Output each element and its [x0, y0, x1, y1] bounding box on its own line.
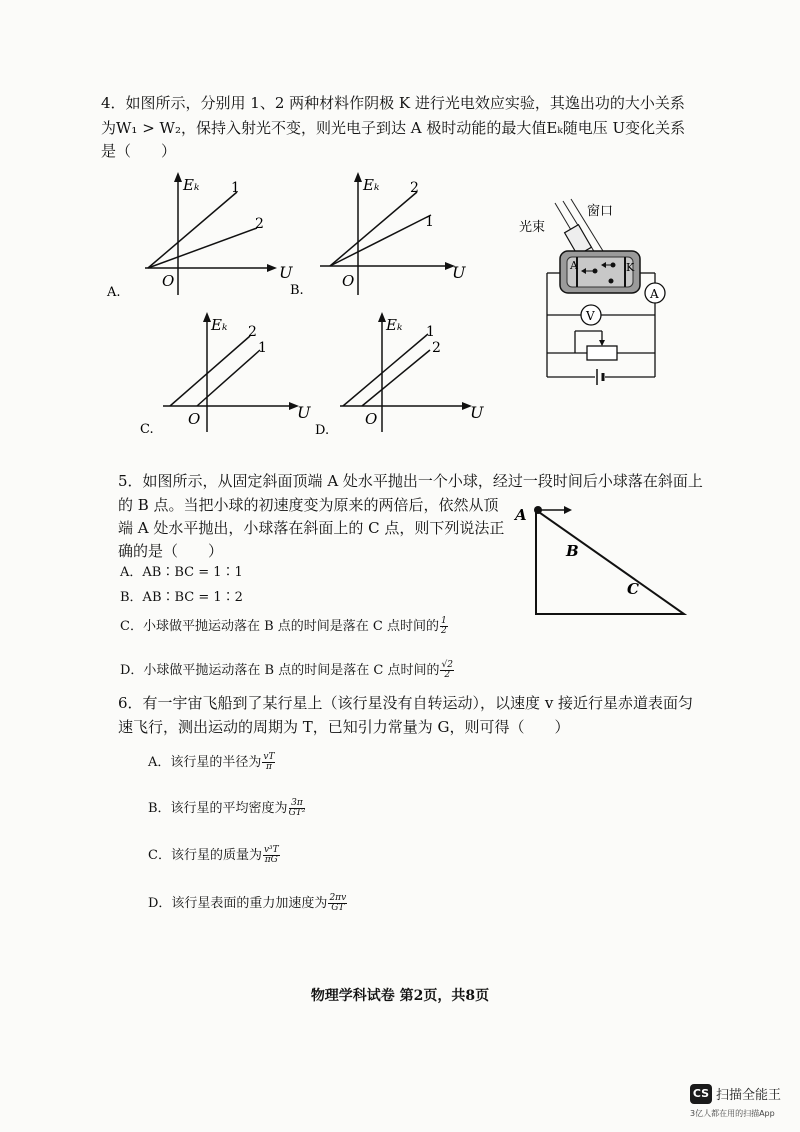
scanner-watermark: [688, 1082, 800, 1122]
q6-option-d-text: D．该行星表面的重力加速度为: [148, 896, 328, 911]
incline-figure: [510, 498, 690, 620]
graph-a-line1: [148, 192, 237, 268]
graph-a-origin: O: [162, 272, 175, 290]
q5-line2: 的 B 点。当把小球的初速度变为原来的两倍后，依然从顶: [118, 496, 499, 514]
q6-option-b-fraction: $\frac{3\pi}{\text{GT²}}$: [288, 798, 306, 818]
q5-option-d-text: D．小球做平抛运动落在 B 点的时间是落在 C 点时间的: [120, 663, 440, 678]
q6-option-c-text: C．该行星的质量为: [148, 848, 262, 863]
graph-b-letter: B.: [290, 283, 304, 298]
graph-c-line2: [170, 336, 250, 406]
q5-option-b: B．AB∶BC = 1∶2: [120, 590, 243, 605]
q6-option-d-fraction: $\frac{2\pi v}{GT}$: [329, 893, 347, 913]
graph-d: [310, 310, 500, 435]
scanner-tagline: 3亿人都在用的扫描App: [690, 1109, 775, 1118]
q5-line3: 端 A 处水平抛出，小球落在斜面上的 C 点，则下列说法正: [118, 519, 505, 537]
cs-logo-icon: CS: [690, 1084, 712, 1104]
q6-line2: 速飞行，测出运动的周期为 T，已知引力常量为 G，则可得（ ）: [118, 718, 570, 736]
graph-b-label2: 2: [410, 180, 419, 196]
graph-d-line2: [362, 350, 430, 406]
q5-option-c-fraction: $\frac{1}{2}$: [440, 616, 447, 636]
graph-b-label1: 1: [425, 214, 434, 230]
voltmeter-label: V: [586, 309, 595, 323]
graph-a-line2: [148, 228, 257, 268]
window-label: 窗口: [587, 204, 614, 219]
graph-d-xlabel: U: [470, 403, 484, 422]
scanner-app-name: 扫描全能王: [716, 1088, 782, 1103]
q6-option-c: [148, 845, 280, 867]
q4-line3: 是（ ）: [101, 142, 177, 160]
graph-d-label1: 1: [426, 324, 435, 340]
q5-option-c: [120, 616, 448, 638]
q6-option-b-text: B．该行星的平均密度为: [148, 801, 288, 816]
ammeter-label: A: [650, 287, 659, 301]
light-beam-label: 光束: [519, 220, 546, 235]
q5-option-a: A．AB∶BC = 1∶1: [120, 565, 243, 580]
q6-option-a-text: A．该行星的半径为: [148, 755, 262, 770]
graph-c-label2: 2: [248, 324, 257, 340]
graph-c-label1: 1: [258, 340, 267, 356]
q6-option-a-fraction: $\frac{vT}{\pi}$: [263, 752, 275, 772]
q6-line1: 6．有一宇宙飞船到了某行星上（该行星没有自转运动），以速度 v 接近行星赤道表面匀: [118, 694, 694, 712]
graph-d-ylabel: Eₖ: [386, 316, 403, 334]
graph-d-letter: D.: [315, 423, 330, 435]
photoelectric-apparatus: [515, 195, 680, 385]
graph-c: [135, 310, 325, 435]
graph-c-letter: C.: [140, 422, 154, 435]
graph-b-ylabel: Eₖ: [363, 176, 380, 194]
q4-line2: 为W₁ > W₂，保持入射光不变，则光电子到达 A 极时动能的最大值Eₖ随电压 U变化关系: [101, 119, 686, 137]
graph-b: [285, 170, 475, 300]
q6-option-b: [148, 798, 305, 820]
point-a-label: A: [515, 506, 527, 524]
graph-b-origin: O: [342, 272, 355, 290]
graph-c-ylabel: Eₖ: [211, 316, 228, 334]
q6-option-a: [148, 752, 275, 774]
q6-option-d: [148, 893, 347, 915]
rheostat-icon: [587, 346, 617, 360]
graph-d-line1: [343, 334, 428, 406]
q5-option-d-fraction: $\frac{√2}{2}$: [441, 660, 453, 680]
point-b-label: B: [566, 542, 579, 560]
graph-d-label2: 2: [432, 340, 441, 356]
cathode-label: K: [626, 261, 635, 274]
graph-b-xlabel: U: [452, 263, 466, 282]
q5-line4: 确的是（ ）: [118, 542, 224, 560]
page-footer: 物理学科试卷 第2页，共8页: [310, 988, 490, 1004]
q4-line1: 4．如图所示，分别用 1、2 两种材料作阴极 K 进行光电效应实验，其逸出功的大小关系: [101, 94, 685, 112]
graph-a-label1: 1: [231, 180, 240, 196]
graph-a-xlabel: U: [279, 263, 293, 282]
q5-option-d: [120, 660, 454, 682]
graph-c-xlabel: U: [297, 403, 311, 422]
graph-a: [105, 170, 295, 300]
point-c-label: C: [627, 580, 639, 598]
graph-a-letter: A.: [107, 285, 121, 300]
graph-d-origin: O: [365, 410, 378, 428]
q6-option-c-fraction: $\frac{\text{v³T}}{\pi G}$: [263, 845, 279, 865]
anode-label: A: [570, 259, 578, 272]
q5-line1: 5．如图所示，从固定斜面顶端 A 处水平抛出一个小球，经过一段时间后小球落在斜面上: [118, 472, 703, 490]
graph-a-ylabel: Eₖ: [183, 176, 200, 194]
q5-option-c-text: C．小球做平抛运动落在 B 点的时间是落在 C 点时间的: [120, 619, 439, 634]
graph-c-origin: O: [188, 410, 201, 428]
graph-a-label2: 2: [255, 216, 264, 232]
